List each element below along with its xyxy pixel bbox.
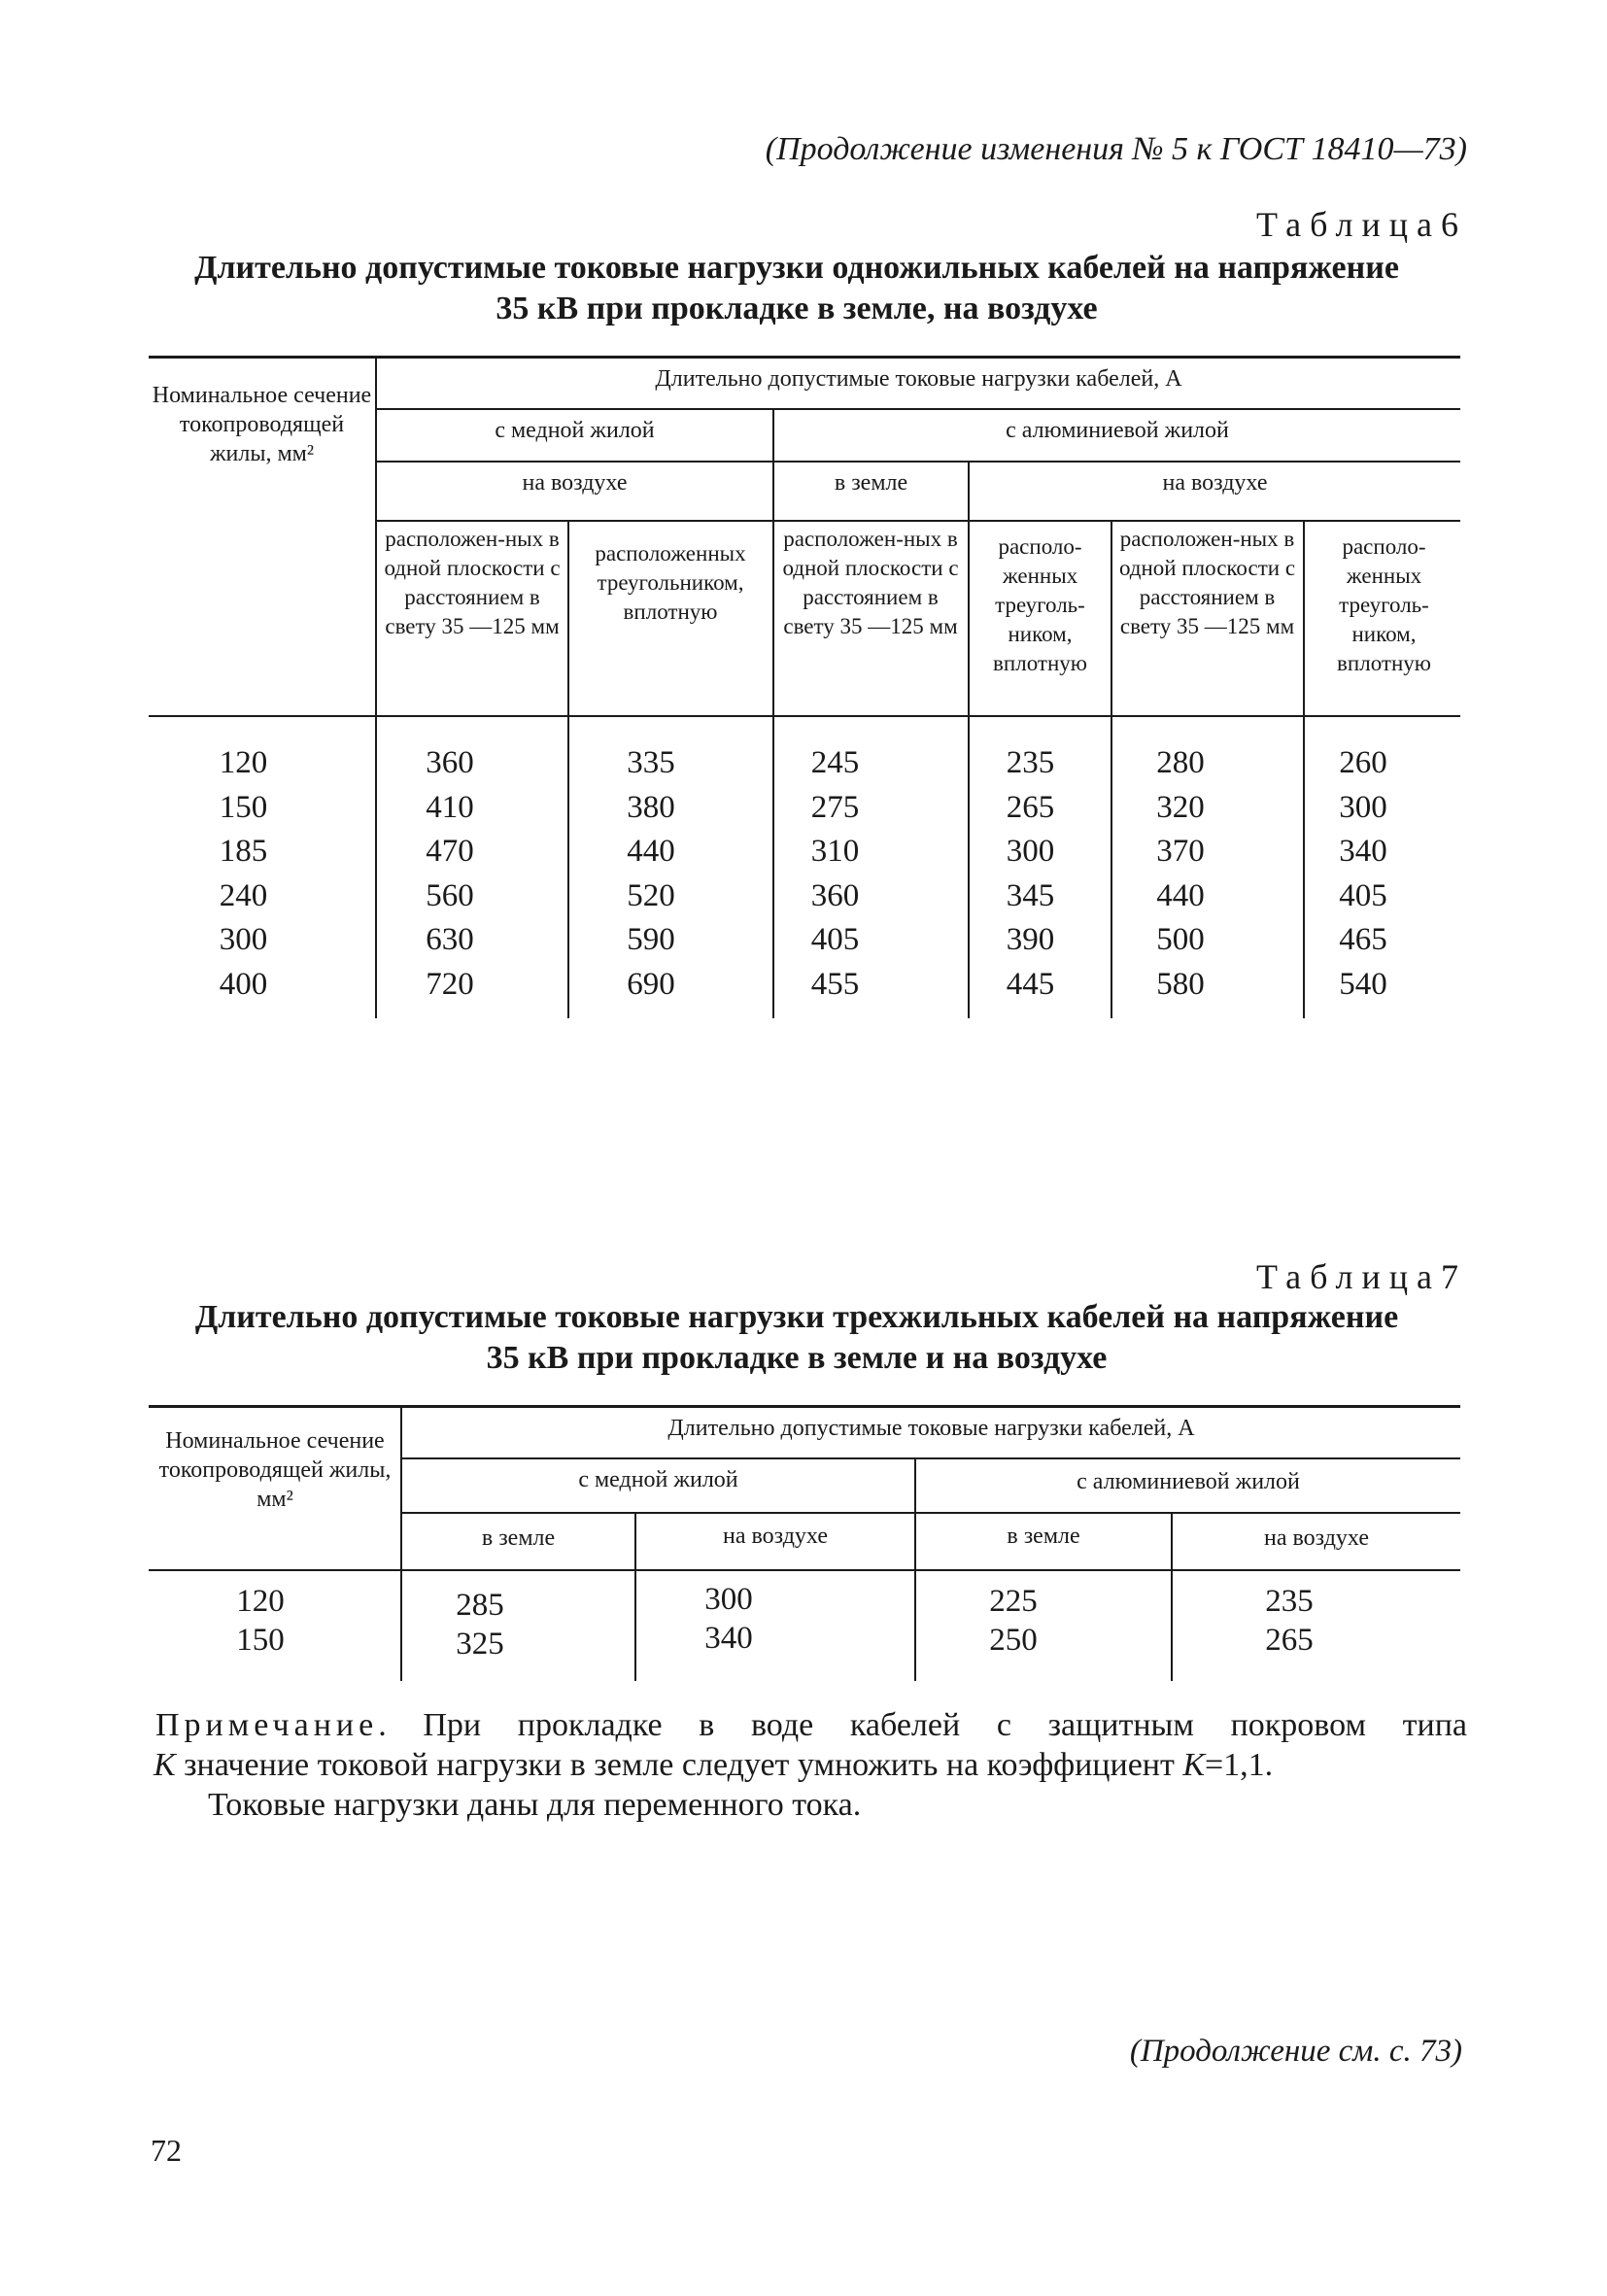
table6-cell: 690: [627, 966, 675, 1002]
table6-col6-header: располо-женных треуголь-ником, вплотную: [1337, 534, 1431, 675]
table6-cell: 300: [1339, 789, 1387, 825]
table6-group-header: Длительно допустимые токовые нагрузки кабелей, А: [655, 366, 1182, 392]
table7-column-1: [402, 1586, 558, 1663]
table7-cell: 250: [989, 1623, 1038, 1658]
table7-aluminum-header: с алюминиевой жилой: [1077, 1469, 1300, 1494]
table6-column-4: [970, 741, 1091, 1007]
table6-cell: 310: [810, 834, 860, 869]
table6-cell: 370: [1156, 834, 1205, 869]
table6-cell: 405: [1339, 877, 1387, 913]
table6-col2-header: расположенных треугольником, вплотную: [595, 541, 746, 624]
table6-rule: [375, 461, 1460, 463]
table7-section-value: 120: [236, 1584, 285, 1619]
table6-cell: 360: [426, 745, 474, 780]
table6-section-column: [149, 741, 338, 1007]
table7-cell: 225: [989, 1584, 1038, 1619]
table6-header-bottom-rule: [149, 715, 1460, 717]
table6-section-header: Номинальное сечение токопроводящей жилы, мм²: [152, 383, 372, 466]
table7-cell: 285: [456, 1588, 504, 1623]
table7-header-bottom-rule: [149, 1569, 1460, 1571]
table7-aluminum-ground-header: в земле: [1007, 1524, 1080, 1549]
table6-cell: 630: [426, 922, 474, 957]
table6-section-value: 185: [219, 834, 268, 869]
table6-cell: 340: [1339, 834, 1387, 869]
note-label: Примечание: [155, 1707, 379, 1743]
table6-copper-air-header: на воздухе: [522, 470, 628, 496]
table6-cell: 380: [627, 789, 675, 825]
table6-cell: 500: [1156, 922, 1205, 957]
table6-aluminum-air-header: на воздухе: [1162, 470, 1268, 496]
table6-cell: 280: [1156, 745, 1205, 780]
table6-cell: 235: [1006, 745, 1055, 780]
page-number: 72: [151, 2133, 182, 2168]
table6-copper-header: с медной жилой: [495, 418, 655, 443]
table6-cell: 590: [627, 922, 675, 957]
table7-rule: [400, 1457, 1460, 1459]
table6-column-5: [1112, 741, 1248, 1007]
note-k-type: К: [154, 1747, 176, 1783]
continuation-header: (Продолжение изменения № 5 к ГОСТ 18410—73): [765, 131, 1467, 167]
table6-col5-header: расположен-ных в одной плоскости с расстоянием в свету 35 —125 мм: [1118, 527, 1296, 638]
table6-cell: 320: [1156, 789, 1205, 825]
table7-copper-header: с медной жилой: [578, 1467, 738, 1492]
table6-cell: 360: [810, 877, 860, 913]
table6-rule: [375, 520, 1460, 522]
table7-group-header: Длительно допустимые токовые нагрузки кабелей, А: [667, 1416, 1195, 1441]
table6-label: Таблица6: [1256, 205, 1467, 244]
table6-aluminum-header: с алюминиевой жилой: [1006, 418, 1229, 443]
table7-cell: 340: [704, 1621, 753, 1656]
note-k-coef: К: [1182, 1747, 1205, 1783]
table7: [0, 1360, 1607, 1700]
table6-title-line2: 35 кВ при прокладке в земле, на воздухе: [496, 291, 1098, 326]
table6-cell: 390: [1006, 922, 1055, 957]
table7-copper-ground-header: в земле: [481, 1525, 556, 1551]
table6-cell: 455: [810, 966, 860, 1002]
note-line3: Токовые нагрузки даны для переменного тока.: [208, 1787, 862, 1823]
table6-cell: 300: [1006, 834, 1055, 869]
table6-title-line1: Длительно допустимые токовые нагрузки одножильных кабелей на напряжение: [194, 250, 1399, 286]
table7-title-line2: 35 кВ при прокладке в земле и на воздухе: [486, 1340, 1108, 1376]
table6-column-1: [377, 741, 523, 1007]
table7-rule: [400, 1512, 1460, 1514]
table6-cell: 440: [1156, 877, 1205, 913]
table6: [0, 0, 1607, 1030]
table6-cell: 520: [627, 877, 675, 913]
note-text-line2: значение токовой нагрузки в земле следует умножить на коэффициент: [175, 1747, 1183, 1783]
table7-cell: 235: [1265, 1584, 1314, 1619]
table7-column-3: [916, 1582, 1111, 1660]
table7-label: Таблица7: [1256, 1257, 1467, 1296]
table7-cell: 265: [1265, 1623, 1314, 1658]
table6-cell: 445: [1006, 966, 1055, 1002]
table6-cell: 440: [627, 834, 675, 869]
table7-section-value: 150: [236, 1623, 285, 1658]
table6-section-value: 240: [219, 877, 268, 913]
table6-section-value: 120: [219, 745, 268, 780]
table6-cell: 345: [1006, 877, 1055, 913]
note-line2: [154, 1746, 1465, 1785]
table6-section-value: 400: [219, 966, 268, 1002]
table6-cell: 245: [810, 745, 860, 780]
table6-cell: 540: [1339, 966, 1387, 1002]
table6-cell: 405: [810, 922, 860, 957]
table6-section-value: 300: [219, 922, 268, 957]
table7-section-header: Номинальное сечение токопроводящей жилы, мм²: [158, 1428, 392, 1512]
table7-title-line1: Длительно допустимые токовые нагрузки трехжильных кабелей на напряжение: [194, 1299, 1399, 1335]
table6-top-rule: [149, 356, 1460, 359]
table7-column-4: [1173, 1582, 1406, 1660]
table6-column-6: [1305, 741, 1421, 1007]
note-line1: [155, 1706, 1467, 1745]
table6-cell: 260: [1339, 745, 1387, 780]
table6-rule: [375, 408, 1460, 410]
continuation-footer: (Продолжение см. с. 73): [1129, 2034, 1462, 2069]
table6-aluminum-ground-header: в земле: [834, 470, 908, 496]
table6-col1-header: расположен-ных в одной плоскости с расстоянием в свету 35 —125 мм: [384, 527, 561, 638]
table7-cell: 300: [704, 1582, 753, 1617]
table6-cell: 470: [426, 834, 474, 869]
table7-top-rule: [149, 1405, 1460, 1408]
table7-copper-air-header: на воздухе: [723, 1524, 828, 1549]
table6-column-3: [774, 741, 896, 1007]
note-text-line1: . При прокладке в воде кабелей с защитным покровом типа: [378, 1707, 1467, 1743]
table7-column-2: [636, 1580, 821, 1658]
table6-section-value: 150: [219, 789, 268, 825]
table6-cell: 275: [810, 789, 860, 825]
table6-cell: 580: [1156, 966, 1205, 1002]
table6-col4-header: располо-женных треуголь-ником, вплотную: [993, 534, 1087, 675]
table6-cell: 720: [426, 966, 474, 1002]
table7-section-column: [149, 1582, 372, 1660]
table6-column-2: [569, 741, 733, 1007]
table7-aluminum-air-header: на воздухе: [1264, 1525, 1369, 1551]
table6-col3-header: расположен-ных в одной плоскости с расстоянием в свету 35 —125 мм: [782, 527, 959, 638]
table6-cell: 410: [426, 789, 474, 825]
note-coef-value: =1,1.: [1204, 1747, 1274, 1783]
table6-cell: 335: [627, 745, 675, 780]
table7-cell: 325: [456, 1627, 504, 1662]
table6-cell: 265: [1006, 789, 1055, 825]
table6-cell: 560: [426, 877, 474, 913]
table6-cell: 465: [1339, 922, 1387, 957]
